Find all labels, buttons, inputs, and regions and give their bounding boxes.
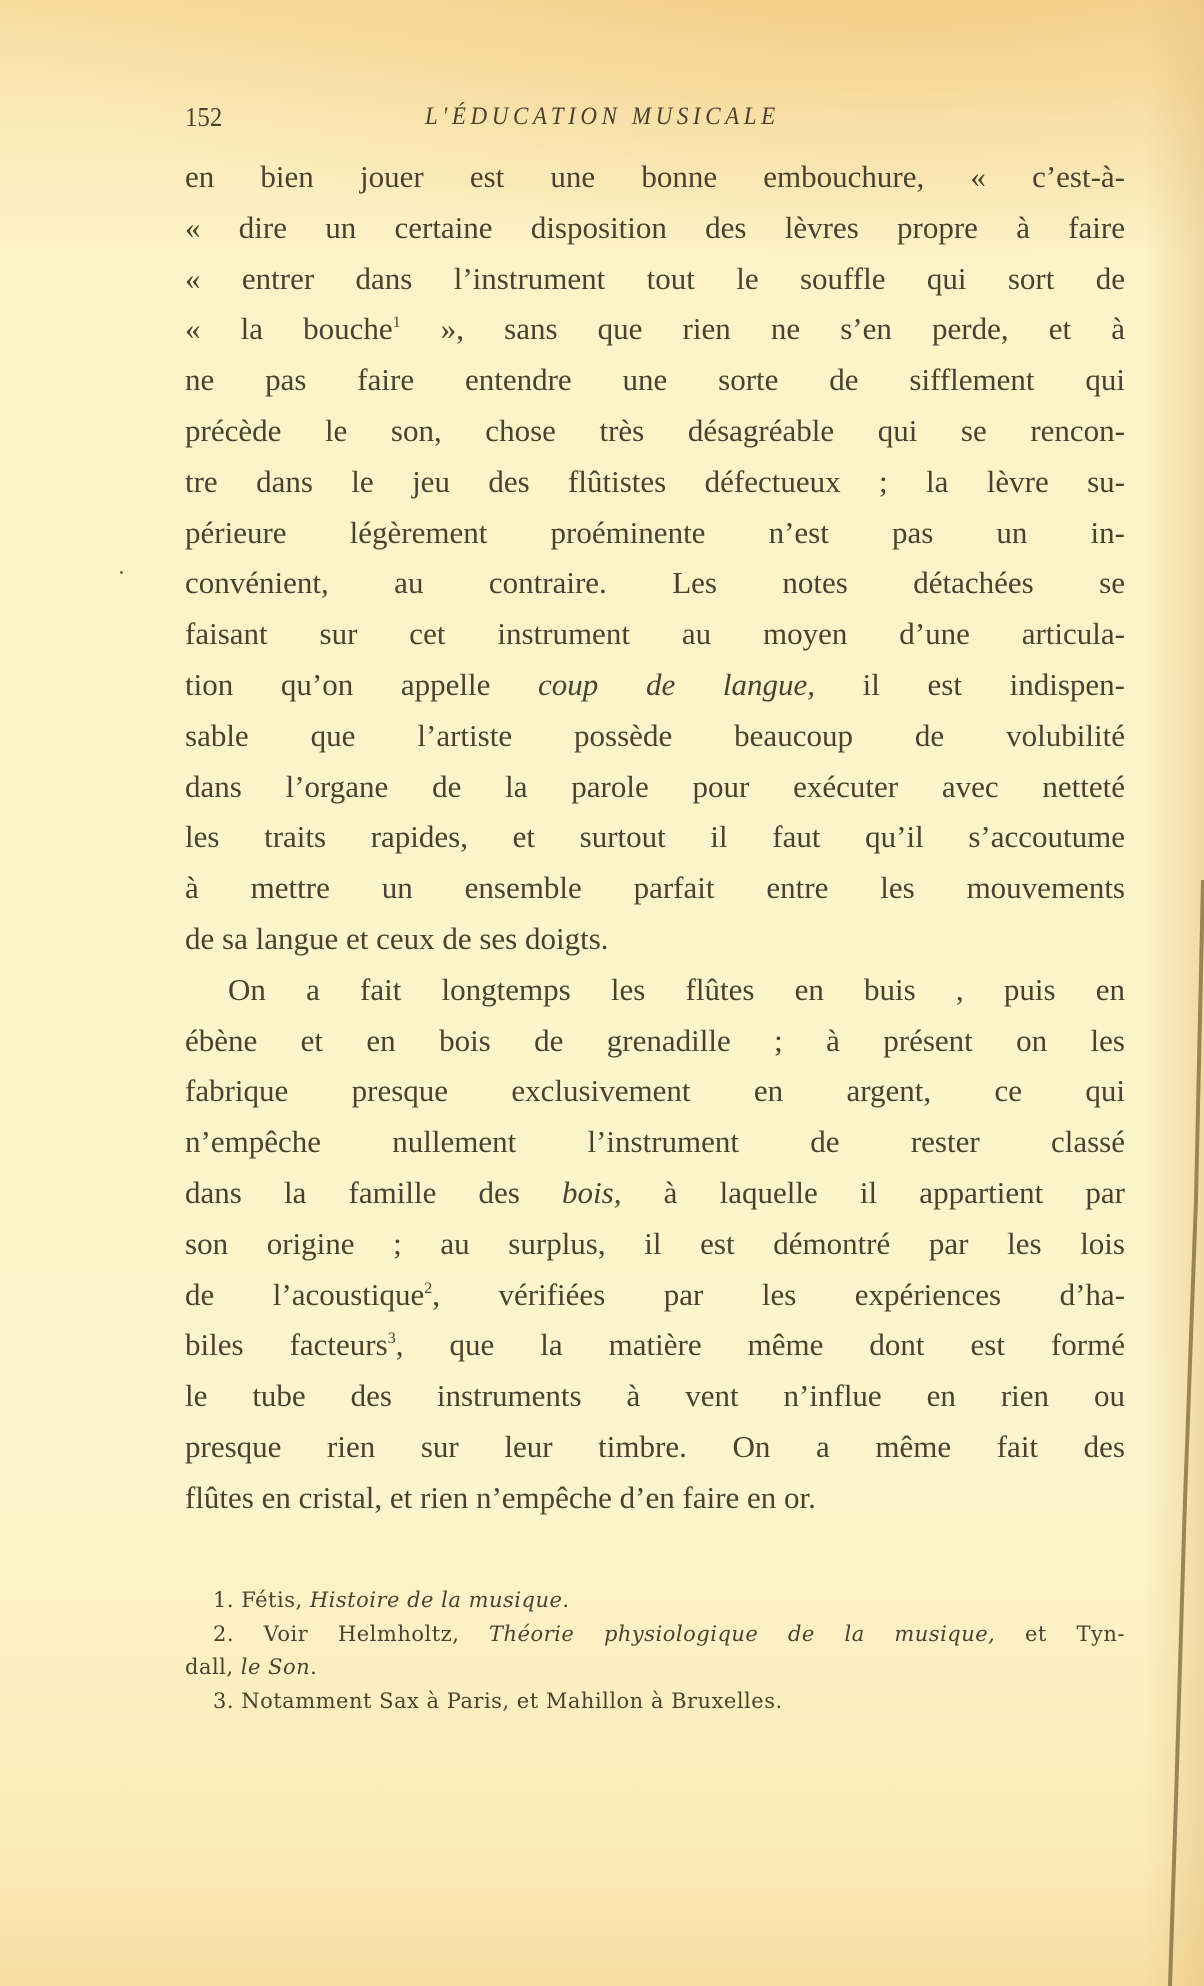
footnote-title: Histoire de la musique. — [309, 1588, 570, 1612]
page-number: 152 — [185, 102, 223, 132]
text-run: il est indispen- — [814, 666, 1125, 702]
text-line: en bien jouer est une bonne embouchure, « c’est-à- — [185, 159, 1125, 194]
text-line: le tube des instruments à vent n’influe en rien ou — [185, 1378, 1125, 1414]
text-run: tion qu’on appelle — [185, 666, 539, 702]
text-line — [185, 660, 1125, 711]
running-title: L'ÉDUCATION MUSICALE — [425, 103, 780, 130]
footnote-1 — [185, 1584, 1125, 1618]
text-line: périeure légèrement proéminente n’est pas un in- — [185, 514, 1125, 550]
footnote-ref-3[interactable]: 3 — [387, 1330, 396, 1348]
italic-term: bois, — [562, 1174, 622, 1210]
paragraph-start-line: On a fait longtemps les flûtes en buis , puis en — [228, 971, 1125, 1007]
footnote-3 — [185, 1685, 1125, 1719]
text-line: « dire un certaine disposition des lèvres propre à faire — [185, 209, 1125, 245]
text-run: de l’acoustique — [185, 1276, 425, 1312]
text-run: « la bouche — [185, 311, 393, 347]
footnote-2 — [185, 1618, 1125, 1652]
footnote-text: dall, — [185, 1655, 241, 1679]
text-line: tre dans le jeu des flûtistes défectueux ; la lèvre su- — [185, 463, 1125, 499]
footnote-2-continued — [185, 1651, 1125, 1685]
page-shadow — [1144, 0, 1204, 1986]
text-line: fabrique presque exclusivement en argent, ce qui — [185, 1073, 1125, 1109]
footnotes — [185, 1584, 1125, 1718]
text-line: flûtes en cristal, et rien n’empêche d’en faire en or. — [185, 1479, 816, 1515]
text-line: à mettre un ensemble parfait entre les mouvements — [185, 870, 1125, 906]
text-line: précède le son, chose très désagréable qui se rencon- — [185, 412, 1125, 448]
italic-term: coup de langue, — [538, 666, 815, 702]
text-line: « entrer dans l’instrument tout le souffle qui sort de — [185, 260, 1125, 296]
footnote-text: 2. Voir Helmholtz, — [213, 1621, 490, 1646]
footnote-text: 1. Fétis, — [213, 1588, 310, 1612]
stray-ink-dot — [120, 571, 123, 574]
footnote-ref-2[interactable]: 2 — [424, 1279, 433, 1297]
text-line: faisant sur cet instrument au moyen d’une articula- — [185, 616, 1125, 652]
text-line: dans l’organe de la parole pour exécuter avec netteté — [185, 768, 1125, 804]
footnote-text: et Tyn- — [995, 1621, 1125, 1646]
text-run: , vérifiées par les expériences d’ha- — [432, 1276, 1126, 1312]
text-run: », sans que rien ne s’en perde, et à — [400, 311, 1125, 347]
text-line: de sa langue et ceux de ses doigts. — [185, 920, 609, 956]
footnote-ref-1[interactable]: 1 — [392, 314, 401, 332]
footnote-title: Théorie physiologique de la musique, — [489, 1621, 996, 1646]
text-line — [185, 1168, 1125, 1219]
footnote-text: . — [310, 1655, 318, 1679]
text-line — [185, 1320, 1125, 1371]
text-line: son origine ; au surplus, il est démontré par les lois — [185, 1225, 1125, 1261]
text-line: n’empêche nullement l’instrument de rester classé — [185, 1124, 1125, 1160]
page-header — [185, 102, 1125, 132]
text-run: , que la matière même dont est formé — [395, 1327, 1125, 1363]
text-line — [185, 1270, 1125, 1321]
body-text — [185, 152, 1125, 1524]
text-line: ébène et en bois de grenadille ; à présent on les — [185, 1022, 1125, 1058]
text-line: presque rien sur leur timbre. On a même fait des — [185, 1428, 1125, 1464]
text-line: sable que l’artiste possède beaucoup de volubilité — [185, 717, 1125, 753]
text-run: biles facteurs — [185, 1327, 388, 1363]
text-line: convénient, au contraire. Les notes détachées se — [185, 565, 1125, 601]
text-run: à laquelle il appartient par — [621, 1174, 1126, 1210]
footnote-title: le Son — [240, 1655, 311, 1679]
footnote-text: 3. Notamment Sax à Paris, et Mahillon à Bruxelles. — [213, 1688, 783, 1713]
text-run: dans la famille des — [185, 1174, 563, 1210]
text-line: ne pas faire entendre une sorte de sifflement qui — [185, 362, 1125, 398]
text-line: les traits rapides, et surtout il faut qu’il s’accoutume — [185, 819, 1125, 855]
text-line — [185, 304, 1125, 355]
